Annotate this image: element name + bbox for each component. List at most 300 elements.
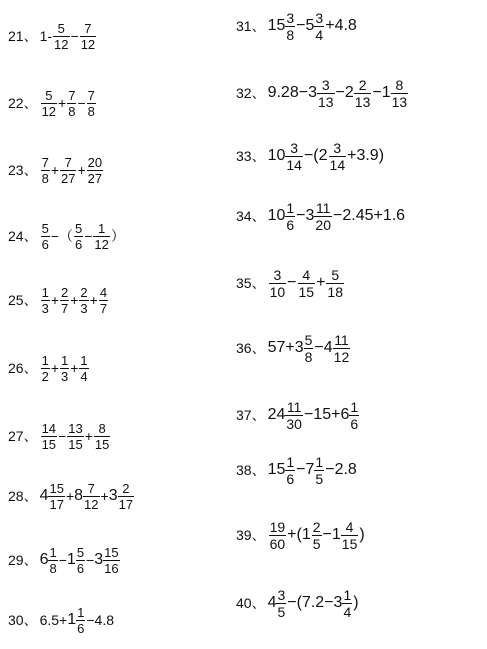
fraction <box>99 286 108 315</box>
expression <box>40 606 114 635</box>
fraction <box>276 588 286 619</box>
fraction <box>94 422 110 451</box>
operator-text: + <box>70 292 79 308</box>
operator-text: − <box>70 28 79 44</box>
mixed-number <box>67 546 86 575</box>
whole-part: 3 <box>108 487 118 504</box>
whole-part: 3 <box>333 594 343 611</box>
fraction <box>314 455 324 486</box>
expression <box>268 78 410 109</box>
operator-text: − <box>322 526 332 543</box>
denominator: 12 <box>80 36 96 52</box>
fraction <box>326 268 344 299</box>
denominator: 6 <box>286 216 295 233</box>
fraction <box>87 156 103 185</box>
denominator: 7 <box>61 300 69 316</box>
operator-text: −(2 <box>303 147 328 164</box>
mixed-number <box>295 333 315 364</box>
fraction <box>285 141 303 172</box>
operator-text: + <box>70 360 79 376</box>
expression <box>268 201 406 232</box>
numerator: 1 <box>343 586 352 603</box>
numerator: 20 <box>87 154 103 170</box>
numerator: 1 <box>80 352 88 368</box>
denominator: 12 <box>84 496 99 512</box>
numerator: 3 <box>315 9 324 26</box>
mixed-number <box>332 520 359 551</box>
whole-part: 6 <box>340 406 350 423</box>
operator-text: + <box>65 488 75 504</box>
expression <box>40 286 110 315</box>
whole-part: 1 <box>67 611 77 628</box>
problem-number: 35、 <box>236 275 266 291</box>
fraction <box>67 422 83 451</box>
mixed-number <box>74 482 100 511</box>
mixed-number <box>306 455 326 486</box>
problem-32 <box>236 78 409 109</box>
operator-text: + <box>58 95 67 111</box>
numerator: 4 <box>99 284 108 300</box>
operator-text: 1- <box>39 28 53 44</box>
fraction <box>60 156 76 185</box>
operator-text: + <box>50 360 59 376</box>
denominator: 8 <box>304 348 313 365</box>
operator-text: + <box>50 162 59 178</box>
numerator: 4 <box>302 266 311 283</box>
expression <box>268 11 357 42</box>
operator-text: − <box>287 274 297 291</box>
operator-text: − <box>314 339 324 356</box>
fraction <box>103 546 119 575</box>
problem-number: 40、 <box>236 595 266 611</box>
denominator: 6 <box>76 560 85 576</box>
expression <box>40 354 90 383</box>
expression <box>40 89 97 118</box>
numerator: 4 <box>345 518 354 535</box>
problem-30 <box>8 606 114 635</box>
fraction <box>67 89 76 118</box>
mixed-number <box>268 11 297 42</box>
problem-27 <box>8 422 111 451</box>
numerator: 2 <box>122 480 130 496</box>
fraction <box>304 333 314 364</box>
numerator: 1 <box>350 398 359 415</box>
mixed-number <box>94 546 120 575</box>
whole-part: 4 <box>323 339 333 356</box>
denominator: 17 <box>49 496 64 512</box>
denominator: 8 <box>49 560 57 576</box>
operator-text: −2.45+1.6 <box>333 207 406 224</box>
problem-number: 25、 <box>8 292 38 308</box>
numerator: 3 <box>286 9 295 26</box>
fraction <box>93 222 109 251</box>
problem-number: 37、 <box>236 407 266 423</box>
denominator: 8 <box>41 170 49 186</box>
fraction <box>74 222 83 251</box>
numerator: 11 <box>315 199 331 216</box>
denominator: 13 <box>391 93 408 110</box>
mixed-number <box>382 78 409 109</box>
problem-number: 26、 <box>8 360 38 376</box>
denominator: 4 <box>343 603 352 620</box>
numerator: 7 <box>64 154 72 170</box>
numerator: 7 <box>87 480 95 496</box>
mixed-number <box>109 482 135 511</box>
fraction <box>312 520 322 551</box>
operator-text: + <box>50 292 59 308</box>
operator-text: ) <box>353 594 359 611</box>
denominator: 12 <box>333 348 350 365</box>
fraction <box>285 455 295 486</box>
whole-part: 3 <box>308 84 317 101</box>
numerator: 7 <box>68 87 76 103</box>
numerator: 2 <box>312 518 321 535</box>
denominator: 10 <box>269 283 286 300</box>
fraction <box>314 201 332 232</box>
problem-21 <box>8 22 97 51</box>
numerator: 11 <box>334 331 349 348</box>
fraction <box>80 22 96 51</box>
numerator: 11 <box>286 398 302 415</box>
fraction <box>314 11 324 42</box>
numerator: 1 <box>41 352 49 368</box>
fraction <box>269 268 287 299</box>
problem-number: 28、 <box>8 488 38 504</box>
operator-text: − <box>86 552 95 568</box>
fraction <box>341 520 359 551</box>
mixed-number <box>268 141 304 172</box>
fraction <box>118 482 134 511</box>
whole-part: 5 <box>305 17 315 34</box>
expression <box>40 546 121 575</box>
fraction <box>41 156 50 185</box>
numerator: 1 <box>49 544 57 560</box>
numerator: 3 <box>273 266 282 283</box>
mixed-number <box>306 201 333 232</box>
denominator: 6 <box>350 415 359 432</box>
denominator: 5 <box>315 470 324 487</box>
whole-part: 1 <box>331 526 341 543</box>
fraction <box>76 546 85 575</box>
fraction <box>53 22 69 51</box>
expression <box>268 400 361 431</box>
operator-text: − <box>77 95 86 111</box>
denominator: 3 <box>41 300 49 316</box>
expression <box>40 222 125 251</box>
problem-23 <box>8 156 104 185</box>
denominator: 18 <box>327 283 343 300</box>
problem-29 <box>8 546 121 575</box>
whole-part: 6 <box>39 551 49 568</box>
fraction <box>354 78 372 109</box>
problem-38 <box>236 455 357 486</box>
whole-part: 7 <box>305 461 315 478</box>
fraction <box>285 11 295 42</box>
denominator: 6 <box>41 236 49 252</box>
numerator: 7 <box>84 20 92 36</box>
numerator: 15 <box>49 480 64 496</box>
fraction <box>317 78 335 109</box>
operator-text: +4.8 <box>325 17 357 34</box>
denominator: 15 <box>94 436 110 452</box>
numerator: 5 <box>304 331 313 348</box>
mixed-number <box>306 11 326 42</box>
numerator: 1 <box>61 352 69 368</box>
fraction <box>41 422 57 451</box>
numerator: 2 <box>61 284 69 300</box>
expression <box>40 482 136 511</box>
whole-part: 4 <box>39 487 49 504</box>
problem-24 <box>8 222 125 251</box>
numerator: 5 <box>76 544 85 560</box>
mixed-number <box>340 400 360 431</box>
denominator: 14 <box>329 156 346 173</box>
numerator: 5 <box>45 87 53 103</box>
mixed-number <box>268 455 297 486</box>
denominator: 8 <box>286 26 295 43</box>
denominator: 20 <box>315 216 331 233</box>
operator-text: 57+ <box>267 339 295 356</box>
numerator: 3 <box>333 139 342 156</box>
operator-text: + <box>77 162 86 178</box>
operator-text: +(1 <box>287 526 311 543</box>
mixed-number <box>308 78 335 109</box>
numerator: 14 <box>41 420 57 436</box>
fraction <box>87 89 96 118</box>
operator-text: − <box>58 428 67 444</box>
operator-text: − <box>84 228 93 244</box>
denominator: 16 <box>104 560 119 576</box>
whole-part: 15 <box>267 461 286 478</box>
whole-part: 10 <box>267 207 286 224</box>
problem-34 <box>236 201 405 232</box>
denominator: 27 <box>87 170 103 186</box>
denominator: 12 <box>54 36 69 52</box>
mixed-number <box>268 588 288 619</box>
mixed-number <box>67 606 86 635</box>
denominator: 4 <box>80 368 88 384</box>
fraction <box>342 588 352 619</box>
fraction <box>60 286 69 315</box>
denominator: 3 <box>80 300 88 316</box>
numerator: 7 <box>41 154 49 170</box>
numerator: 8 <box>395 76 404 93</box>
whole-part: 3 <box>305 207 315 224</box>
problem-number: 39、 <box>236 527 266 543</box>
problem-33 <box>236 141 384 172</box>
problem-number: 36、 <box>236 340 266 356</box>
operator-text: +3.9) <box>347 147 385 164</box>
problem-number: 22、 <box>8 95 38 111</box>
fraction <box>48 482 64 511</box>
operator-text: −(7.2− <box>287 594 334 611</box>
whole-part: 8 <box>74 487 84 504</box>
numerator: 3 <box>277 586 286 603</box>
denominator: 5 <box>312 535 321 552</box>
problem-number: 33、 <box>236 148 266 164</box>
denominator: 30 <box>286 415 302 432</box>
operator-text: −15+ <box>303 406 341 423</box>
denominator: 27 <box>61 170 76 186</box>
problem-number: 29、 <box>8 552 38 568</box>
whole-part: 4 <box>267 594 277 611</box>
mixed-number <box>345 78 372 109</box>
numerator: 5 <box>57 20 65 36</box>
problem-39 <box>236 520 365 551</box>
numerator: 19 <box>269 518 286 535</box>
numerator: 1 <box>98 220 106 236</box>
operator-text: − <box>296 17 306 34</box>
problem-number: 21、 <box>8 28 38 44</box>
operator-text: − <box>296 461 306 478</box>
numerator: 3 <box>290 139 299 156</box>
problem-26 <box>8 354 90 383</box>
operator-text: − <box>372 84 382 101</box>
operator-text: ) <box>359 526 365 543</box>
problem-35 <box>236 268 345 299</box>
operator-text: −4.8 <box>86 612 114 628</box>
whole-part: 1 <box>381 84 391 101</box>
numerator: 7 <box>87 87 95 103</box>
denominator: 4 <box>315 26 324 43</box>
problem-number: 34、 <box>236 208 266 224</box>
numerator: 1 <box>315 453 324 470</box>
fraction <box>76 606 85 635</box>
fraction <box>60 354 69 383</box>
problem-number: 27、 <box>8 428 38 444</box>
denominator: 3 <box>61 368 69 384</box>
expression <box>40 22 98 51</box>
denominator: 7 <box>99 300 108 316</box>
operator-text: 9.28− <box>267 84 309 101</box>
whole-part: 15 <box>267 17 286 34</box>
fraction <box>79 354 88 383</box>
denominator: 8 <box>68 103 76 119</box>
numerator: 1 <box>286 199 295 216</box>
whole-part: 2 <box>344 84 354 101</box>
fraction <box>285 400 303 431</box>
problem-36 <box>236 333 351 364</box>
numerator: 5 <box>75 220 83 236</box>
operator-text: −（ <box>50 228 73 244</box>
problem-40 <box>236 588 359 619</box>
denominator: 6 <box>77 620 85 636</box>
denominator: 12 <box>41 103 57 119</box>
problem-31 <box>236 11 357 42</box>
fraction <box>285 201 295 232</box>
fraction <box>48 546 57 575</box>
expression <box>40 422 112 451</box>
expression <box>268 333 352 364</box>
denominator: 2 <box>41 368 49 384</box>
denominator: 15 <box>41 436 57 452</box>
numerator: 2 <box>80 284 88 300</box>
whole-part: 24 <box>267 406 286 423</box>
whole-part: 10 <box>267 147 286 164</box>
problem-number: 38、 <box>236 462 266 478</box>
expression <box>268 141 384 172</box>
denominator: 15 <box>341 535 358 552</box>
fraction <box>41 354 50 383</box>
fraction <box>41 286 50 315</box>
mixed-number <box>40 546 59 575</box>
expression <box>268 455 357 486</box>
fraction <box>79 286 88 315</box>
mixed-number <box>40 482 66 511</box>
fraction <box>349 400 359 431</box>
fraction <box>391 78 409 109</box>
mixed-number <box>334 588 354 619</box>
expression <box>268 268 345 299</box>
whole-part: 1 <box>66 551 76 568</box>
operator-text: − <box>335 84 345 101</box>
numerator: 5 <box>41 220 49 236</box>
problem-number: 30、 <box>8 612 38 628</box>
numerator: 13 <box>68 420 83 436</box>
denominator: 5 <box>277 603 286 620</box>
problem-22 <box>8 89 97 118</box>
fraction <box>329 141 347 172</box>
expression <box>268 520 365 551</box>
operator-text: + <box>316 274 326 291</box>
denominator: 6 <box>286 470 295 487</box>
fraction <box>298 268 316 299</box>
operator-text: + <box>84 428 93 444</box>
operator-text: − <box>58 552 67 568</box>
numerator: 8 <box>98 420 106 436</box>
fraction <box>269 520 287 551</box>
denominator: 6 <box>75 236 83 252</box>
whole-part: 3 <box>294 339 304 356</box>
numerator: 1 <box>77 604 85 620</box>
problem-number: 24、 <box>8 228 38 244</box>
numerator: 1 <box>41 284 49 300</box>
denominator: 8 <box>87 103 95 119</box>
operator-text: − <box>296 207 306 224</box>
problem-number: 32、 <box>236 85 266 101</box>
mixed-number <box>268 400 304 431</box>
numerator: 3 <box>321 76 330 93</box>
mixed-number <box>268 201 297 232</box>
denominator: 15 <box>68 436 83 452</box>
fraction <box>41 89 57 118</box>
denominator: 60 <box>269 535 286 552</box>
problem-number: 31、 <box>236 18 266 34</box>
mixed-number <box>324 333 351 364</box>
denominator: 15 <box>298 283 315 300</box>
operator-text: −2.8 <box>325 461 357 478</box>
denominator: 14 <box>286 156 302 173</box>
fraction <box>41 222 50 251</box>
problem-37 <box>236 400 360 431</box>
numerator: 2 <box>358 76 367 93</box>
denominator: 13 <box>354 93 371 110</box>
operator-text: + <box>100 488 109 504</box>
problem-28 <box>8 482 135 511</box>
denominator: 17 <box>118 496 134 512</box>
fraction <box>83 482 99 511</box>
numerator: 15 <box>104 544 119 560</box>
operator-text: + <box>89 292 98 308</box>
numerator: 5 <box>331 266 340 283</box>
operator-text: 6.5+ <box>39 612 68 628</box>
operator-text: ） <box>110 228 125 244</box>
fraction <box>333 333 351 364</box>
whole-part: 3 <box>94 551 104 568</box>
denominator: 12 <box>94 236 109 252</box>
expression <box>268 588 359 619</box>
denominator: 13 <box>317 93 334 110</box>
